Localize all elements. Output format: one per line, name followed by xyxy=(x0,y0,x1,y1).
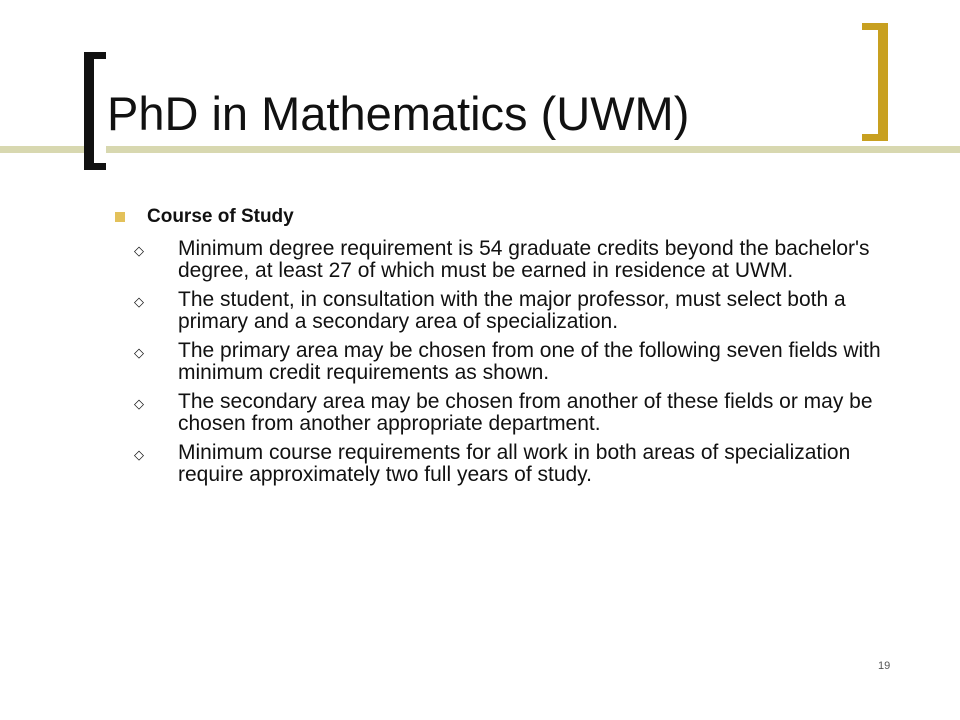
level1-item xyxy=(115,206,905,228)
list-item xyxy=(115,391,905,435)
sub-bullet-list xyxy=(115,238,905,486)
list-item-text: The student, in consultation with the major professor, must select both a primary and a secondary area of specialization. xyxy=(178,288,846,333)
list-item xyxy=(115,340,905,384)
slide-title: PhD in Mathematics (UWM) xyxy=(107,87,690,140)
list-item-text: Minimum course requirements for all work in both areas of specialization require approximately two full years of study. xyxy=(178,441,851,486)
left-bracket-decoration xyxy=(84,52,106,170)
section-heading: Course of Study xyxy=(147,206,294,227)
list-item-text: The primary area may be chosen from one of the following seven fields with minimum credit requirements as shown. xyxy=(178,339,881,384)
diamond-bullet-icon: ◇ xyxy=(134,345,144,360)
title-underline-rule xyxy=(0,146,960,153)
diamond-bullet-icon: ◇ xyxy=(134,396,144,411)
diamond-bullet-icon: ◇ xyxy=(134,294,144,309)
list-item xyxy=(115,289,905,333)
list-item-text: The secondary area may be chosen from another of these fields or may be chosen from another appropriate department. xyxy=(178,390,873,435)
list-item xyxy=(115,238,905,282)
list-item xyxy=(115,442,905,486)
right-bracket-decoration xyxy=(862,23,888,141)
diamond-bullet-icon: ◇ xyxy=(134,243,144,258)
square-bullet-icon xyxy=(115,212,125,222)
page-number: 19 xyxy=(878,660,891,672)
slide-body xyxy=(115,206,905,493)
diamond-bullet-icon: ◇ xyxy=(134,447,144,462)
list-item-text: Minimum degree requirement is 54 graduate credits beyond the bachelor's degree, at least 27 of which must be earned in residence at UWM. xyxy=(178,237,870,282)
